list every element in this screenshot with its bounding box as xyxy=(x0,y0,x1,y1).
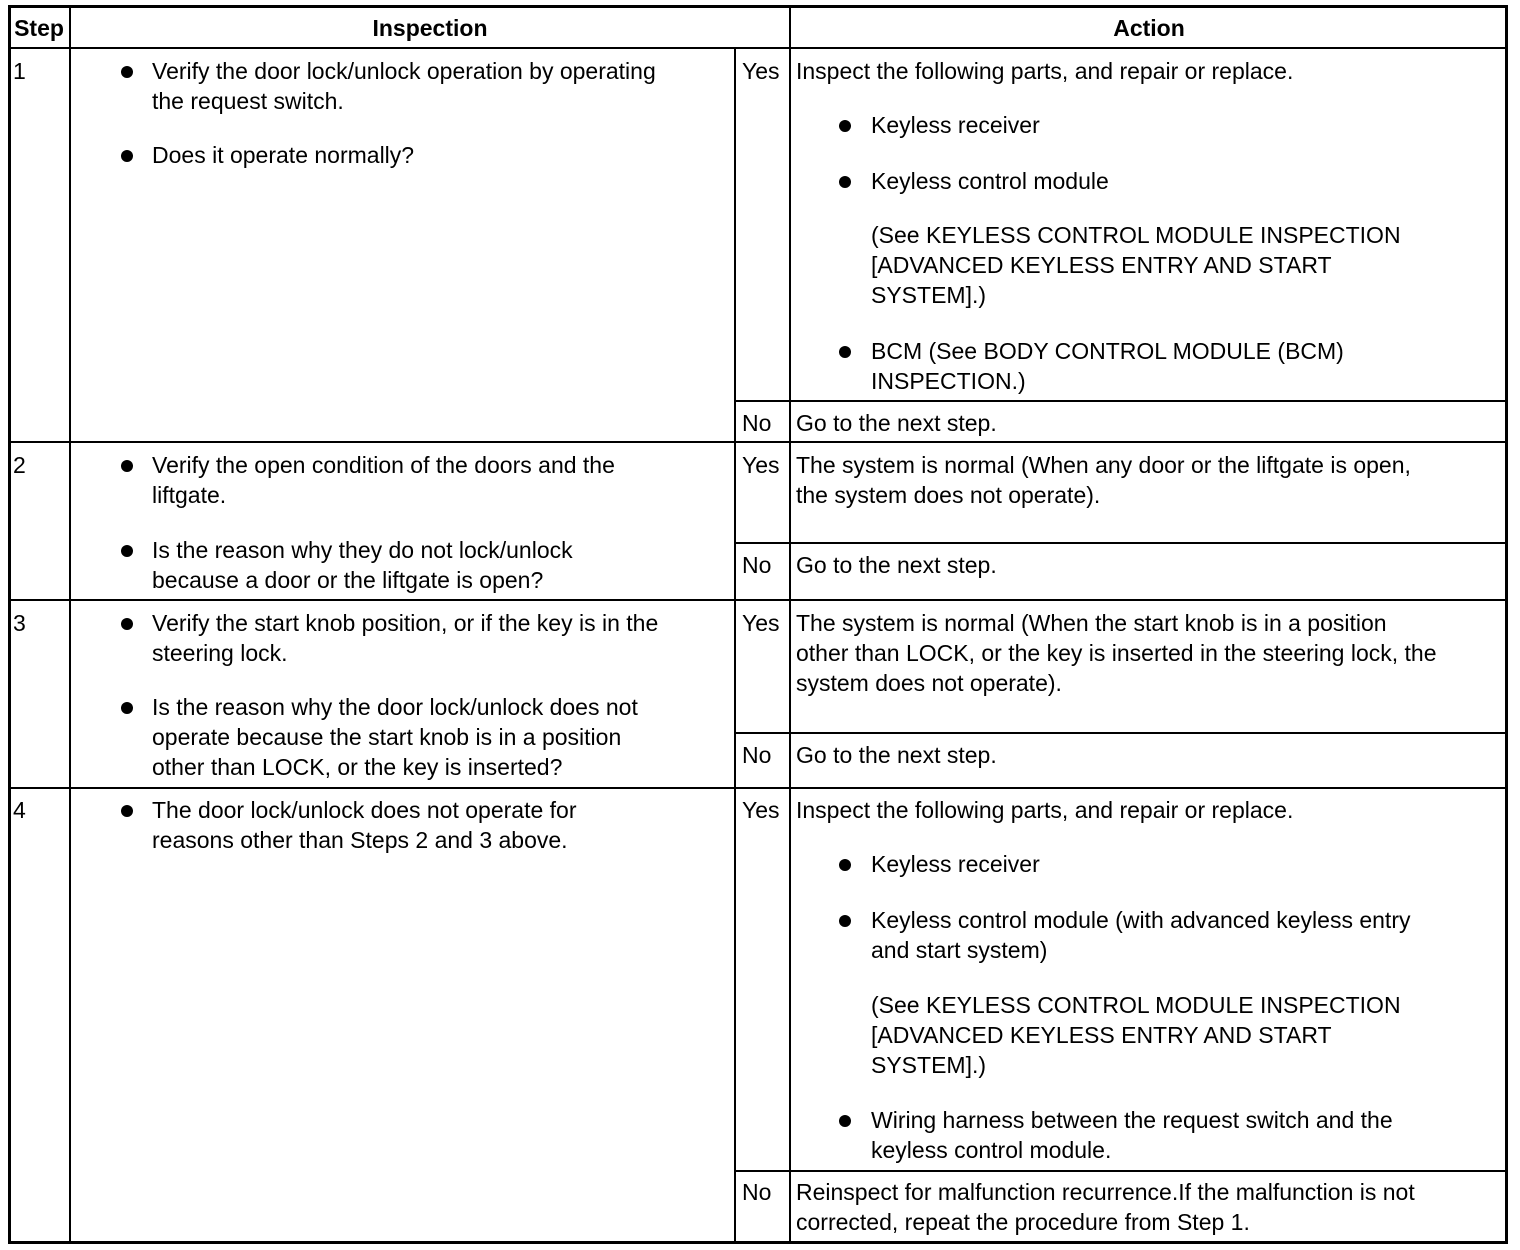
bullet-icon xyxy=(839,176,851,188)
text-line: The door lock/unlock does not operate for xyxy=(152,797,577,823)
yes-action xyxy=(796,608,1437,698)
action-note xyxy=(871,990,1401,1080)
yes-no-divider xyxy=(734,732,1508,734)
text-line: Keyless control module (with advanced keyless entry xyxy=(871,907,1411,933)
header-inspection: Inspection xyxy=(372,15,488,41)
bullet-icon xyxy=(121,702,133,714)
action-item xyxy=(871,336,1344,396)
text-line: Reinspect for malfunction recurrence.If the malfunction is not xyxy=(796,1179,1415,1205)
text-line: Go to the next step. xyxy=(796,552,997,578)
row-divider xyxy=(8,441,1508,443)
step-column-divider xyxy=(69,5,71,1244)
no-label: No xyxy=(742,742,772,768)
row-divider xyxy=(8,599,1508,601)
no-action xyxy=(796,408,997,438)
text-line: because a door or the liftgate is open? xyxy=(152,567,544,593)
bullet-icon xyxy=(121,150,133,162)
bullet-icon xyxy=(121,66,133,78)
text-line: the system does not operate). xyxy=(796,482,1101,508)
no-label: No xyxy=(742,1179,772,1205)
action-item xyxy=(871,166,1109,196)
action-item xyxy=(871,110,1040,140)
header-action: Action xyxy=(1113,15,1185,41)
text-line: Is the reason why they do not lock/unlock xyxy=(152,537,573,563)
no-action xyxy=(796,1177,1415,1237)
yes-label: Yes xyxy=(742,58,780,84)
text-line: the request switch. xyxy=(152,88,344,114)
text-line: Verify the open condition of the doors and the xyxy=(152,452,615,478)
text-line: and start system) xyxy=(871,937,1048,963)
text-line: The system is normal (When any door or the liftgate is open, xyxy=(796,452,1411,478)
text-line: Keyless receiver xyxy=(871,851,1040,877)
yes-label: Yes xyxy=(742,452,780,478)
bullet-icon xyxy=(121,805,133,817)
bullet-icon xyxy=(839,120,851,132)
bullet-icon xyxy=(121,460,133,472)
inspection-item xyxy=(152,692,638,782)
text-line: Keyless control module xyxy=(871,168,1109,194)
step-number: 2 xyxy=(13,452,26,478)
text-line: Go to the next step. xyxy=(796,410,997,436)
inspection-item xyxy=(152,795,576,855)
text-line: (See KEYLESS CONTROL MODULE INSPECTION xyxy=(871,992,1401,1018)
action-item xyxy=(871,905,1410,965)
bullet-icon xyxy=(839,1115,851,1127)
text-line: corrected, repeat the procedure from Step 1. xyxy=(796,1209,1250,1235)
inspection-item xyxy=(152,140,414,170)
header-divider xyxy=(8,47,1508,49)
text-line: Keyless receiver xyxy=(871,112,1040,138)
no-label: No xyxy=(742,410,772,436)
bullet-icon xyxy=(121,618,133,630)
action-column-divider xyxy=(789,5,791,1244)
text-line: [ADVANCED KEYLESS ENTRY AND START xyxy=(871,252,1332,278)
bullet-icon xyxy=(839,346,851,358)
action-item xyxy=(871,849,1040,879)
text-line: The system is normal (When the start knob is in a position xyxy=(796,610,1387,636)
inspection-item xyxy=(152,535,573,595)
text-line: (See KEYLESS CONTROL MODULE INSPECTION xyxy=(871,222,1401,248)
text-line: BCM (See BODY CONTROL MODULE (BCM) xyxy=(871,338,1344,364)
text-line: SYSTEM].) xyxy=(871,282,987,308)
result-column-divider xyxy=(734,47,736,1244)
step-number: 1 xyxy=(13,58,26,84)
header-step: Step xyxy=(14,15,64,41)
inspection-item xyxy=(152,450,615,510)
text-line: keyless control module. xyxy=(871,1137,1112,1163)
text-line: Does it operate normally? xyxy=(152,142,415,168)
text-line: steering lock. xyxy=(152,640,288,666)
text-line: system does not operate). xyxy=(796,670,1062,696)
text-line: liftgate. xyxy=(152,482,227,508)
text-line: Is the reason why the door lock/unlock does not xyxy=(152,694,638,720)
text-line: other than LOCK, or the key is inserted in the steering lock, the xyxy=(796,640,1437,666)
action-item xyxy=(871,1105,1393,1165)
text-line: Go to the next step. xyxy=(796,742,997,768)
yes-no-divider xyxy=(734,542,1508,544)
yes-no-divider xyxy=(734,1170,1508,1172)
yes-no-divider xyxy=(734,400,1508,402)
yes-label: Yes xyxy=(742,610,780,636)
yes-action xyxy=(796,450,1411,510)
step-number: 4 xyxy=(13,797,26,823)
bullet-icon xyxy=(839,915,851,927)
step-number: 3 xyxy=(13,610,26,636)
text-line: SYSTEM].) xyxy=(871,1052,987,1078)
text-line: other than LOCK, or the key is inserted? xyxy=(152,754,563,780)
row-divider xyxy=(8,787,1508,789)
inspection-item xyxy=(152,608,658,668)
text-line: INSPECTION.) xyxy=(871,368,1026,394)
text-line: operate because the start knob is in a position xyxy=(152,724,622,750)
text-line: Wiring harness between the request switch and the xyxy=(871,1107,1393,1133)
text-line: [ADVANCED KEYLESS ENTRY AND START xyxy=(871,1022,1332,1048)
inspection-item xyxy=(152,56,656,116)
no-label: No xyxy=(742,552,772,578)
no-action xyxy=(796,740,997,770)
action-intro: Inspect the following parts, and repair or replace. xyxy=(796,797,1294,823)
bullet-icon xyxy=(839,859,851,871)
action-note xyxy=(871,220,1401,310)
text-line: Verify the door lock/unlock operation by operating xyxy=(152,58,656,84)
yes-label: Yes xyxy=(742,797,780,823)
no-action xyxy=(796,550,997,580)
text-line: Verify the start knob position, or if the key is in the xyxy=(152,610,659,636)
bullet-icon xyxy=(121,545,133,557)
action-intro: Inspect the following parts, and repair or replace. xyxy=(796,58,1294,84)
text-line: reasons other than Steps 2 and 3 above. xyxy=(152,827,568,853)
